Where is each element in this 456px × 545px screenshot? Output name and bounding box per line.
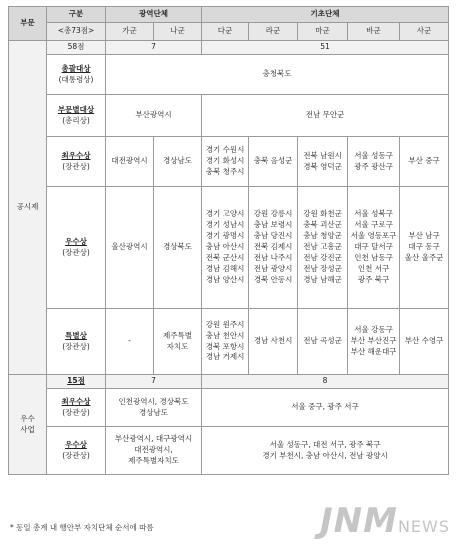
footnote: * 동일 총계 내 행안부 자치단체 순서에 따름 <box>10 523 154 532</box>
row-label-u-usu: 우수상 (장관상) <box>47 427 106 475</box>
table-cell: 경기 수원시 경기 화성시 충북 청주시 <box>202 137 249 187</box>
table-cell: 전남 곡성군 <box>298 309 348 375</box>
table-cell: 강원 강릉시 충남 보령시 충남 당진시 전북 김제시 전남 나주시 전남 광양시 경북 안동시 <box>249 187 298 309</box>
table-cell: 서울 성동구 광주 광산구 <box>348 137 400 187</box>
table-cell: 강원 원주시 충남 천안시 경북 포항시 경남 거제시 <box>202 309 249 375</box>
header-ma: 마군 <box>298 23 348 41</box>
table-cell: - <box>106 309 154 375</box>
header-gicho: 기초단체 <box>202 7 449 23</box>
table-cell: 전북 남원시 경북 영덕군 <box>298 137 348 187</box>
table-cell: 울산광역시 <box>106 187 154 309</box>
header-gubun-total: <총73점> <box>47 23 106 41</box>
score2-gwangyeok: 7 <box>106 375 202 389</box>
bumun-gwangyeok: 부산광역시 <box>106 95 202 137</box>
watermark-main: JNM <box>319 501 398 541</box>
header-bumun: 부문 <box>9 7 47 41</box>
bumun-gicho: 전남 무안군 <box>202 95 449 137</box>
header-ra: 라군 <box>249 23 298 41</box>
table-cell: 부산 중구 <box>400 137 449 187</box>
score-gicho: 51 <box>202 41 449 55</box>
table-cell: 대전광역시 <box>106 137 154 187</box>
row-label-choiu: 최우수상 (장관상) <box>47 137 106 187</box>
table-cell: 부산 수영구 <box>400 309 449 375</box>
u-usu-gwangyeok: 부산광역시, 대구광역시 대전광역시, 제주특별자치도 <box>106 427 202 475</box>
score2-total: 15점 <box>47 375 106 389</box>
table-cell: 충북 음성군 <box>249 137 298 187</box>
score-gwangyeok: 7 <box>106 41 202 55</box>
row-label-chonghal: 총괄대상 (대통령상) <box>47 55 106 95</box>
table-cell: 경상북도 <box>154 187 202 309</box>
table-cell: 제주특별 자치도 <box>154 309 202 375</box>
watermark-logo <box>320 501 450 541</box>
row-label-u-choiu: 최우수상 (장관상) <box>47 389 106 427</box>
row-label-bumun: 부문별대상 (총리상) <box>47 95 106 137</box>
table-cell: 부산 남구 대구 동구 울산 울주군 <box>400 187 449 309</box>
score2-gicho: 8 <box>202 375 449 389</box>
table-cell: 경남 사천시 <box>249 309 298 375</box>
header-gwangyeok: 광역단체 <box>106 7 202 23</box>
table-cell: 서울 강동구 부산 부산진구 부산 해운대구 <box>348 309 400 375</box>
score-total: 58점 <box>47 41 106 55</box>
u-choiu-gicho: 서울 중구, 광주 서구 <box>202 389 449 427</box>
header-ba: 바군 <box>348 23 400 41</box>
section-usu-saeop: 우수 사업 <box>9 375 47 475</box>
table-cell: 경상남도 <box>154 137 202 187</box>
u-choiu-gwangyeok: 인천광역시, 경상북도 경상남도 <box>106 389 202 427</box>
header-sa: 사군 <box>400 23 449 41</box>
table-cell: 강원 화천군 충북 괴산군 충남 청양군 전남 고흥군 전남 강진군 전남 장성군 경남 남해군 <box>298 187 348 309</box>
header-gubun: 구분 <box>47 7 106 23</box>
watermark-small: NEWS <box>397 517 450 536</box>
chonghal-value: 충청북도 <box>106 55 449 95</box>
row-label-teukbyeol: 특별상 (장관상) <box>47 309 106 375</box>
table-cell: 경기 고양시 경기 성남시 경기 광명시 충남 아산시 전북 군산시 경남 김해시 경남 양산시 <box>202 187 249 309</box>
header-da: 다군 <box>202 23 249 41</box>
awards-table <box>8 6 449 475</box>
section-gongsije: 공시제 <box>9 41 47 375</box>
u-usu-gicho: 서울 성동구, 대전 서구, 광주 북구 경기 부천시, 충남 아산시, 전남 광양시 <box>202 427 449 475</box>
header-ga: 가군 <box>106 23 154 41</box>
header-na: 나군 <box>154 23 202 41</box>
row-label-usu: 우수상 (장관상) <box>47 187 106 309</box>
table-cell: 서울 성북구 서울 구로구 서울 영등포구 대구 달서구 인천 남동구 인천 서구 광주 북구 <box>348 187 400 309</box>
